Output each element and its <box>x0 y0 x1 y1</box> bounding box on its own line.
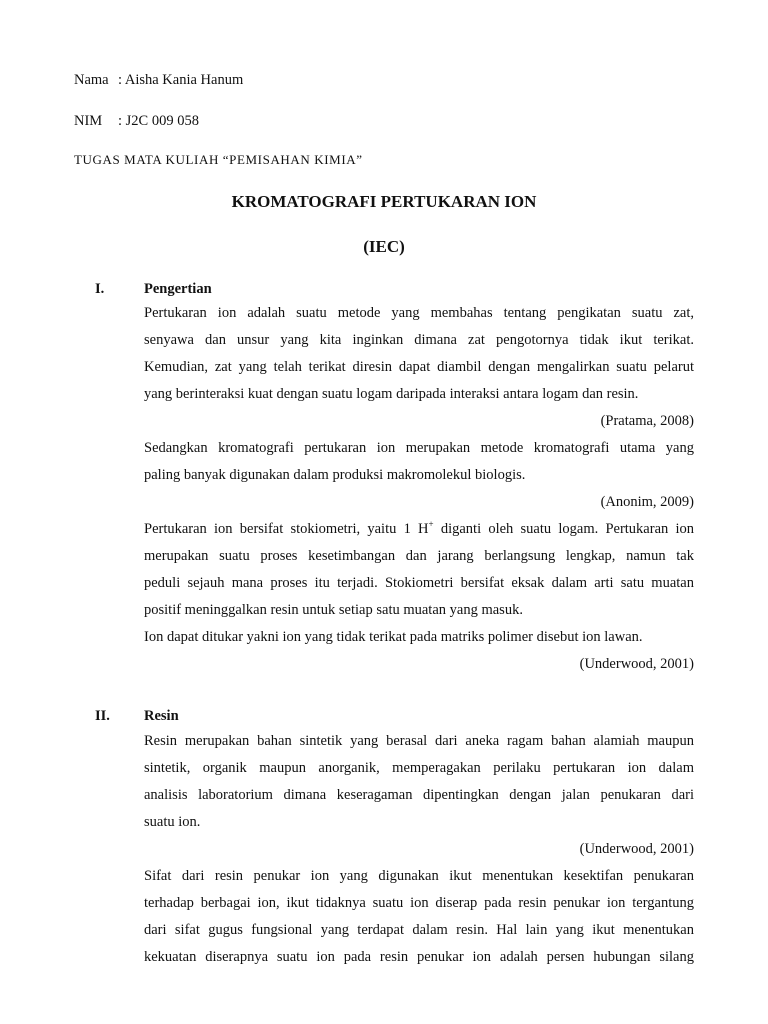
text-line: paling banyak digunakan dalam produksi makromolekul biologis. <box>144 467 526 483</box>
document-subtitle: (IEC) <box>363 237 405 256</box>
citation-anonim: (Anonim, 2009) <box>600 494 694 510</box>
section-1-number: I. <box>95 281 105 297</box>
section-1-heading: Pengertian <box>144 281 212 297</box>
nama-label: Nama <box>74 72 109 88</box>
nama-value: : Aisha Kania Hanum <box>118 72 244 88</box>
nim-value: : J2C 009 058 <box>118 113 199 129</box>
nim-label: NIM <box>74 113 103 129</box>
section-2-paragraph-2 <box>144 863 694 971</box>
citation-underwood-2: (Underwood, 2001) <box>579 841 694 857</box>
nim-line <box>74 113 199 130</box>
section-1-paragraph-3 <box>144 516 694 651</box>
section-1-paragraph-2 <box>144 435 694 489</box>
section-1-paragraph-1 <box>144 300 694 408</box>
superscript-plus: + <box>428 519 434 530</box>
text-line: suatu ion. <box>144 814 201 830</box>
section-2-heading: Resin <box>144 708 179 724</box>
text-line: Kemudian, zat yang telah terikat diresin dapat diambil dengan mengalirkan suatu pelarut <box>144 359 694 375</box>
nama-line <box>74 72 243 89</box>
text-line: senyawa dan unsur yang kita inginkan dimana zat pengotornya tidak ikut terikat. <box>144 332 694 348</box>
text-line: yang berinteraksi kuat dengan suatu logam daripada interaksi antara logam dan resin. <box>144 386 639 402</box>
text-line: terhadap berbagai ion, ikut tidaknya suatu ion diserap pada resin penukar ion tergantung <box>144 895 694 911</box>
text-line: Pertukaran ion adalah suatu metode yang membahas tentang pengikatan suatu zat, <box>144 305 694 321</box>
section-2-paragraph-1 <box>144 728 694 836</box>
text-line: positif meninggalkan resin untuk setiap satu muatan yang masuk. <box>144 602 523 618</box>
text-line <box>144 516 694 543</box>
text-line: dari sifat gugus fungsional yang terdapat dalam resin. Hal lain yang ikut menentukan <box>144 922 694 938</box>
citation-underwood-1: (Underwood, 2001) <box>579 656 694 672</box>
document-title: KROMATOGRAFI PERTUKARAN ION <box>231 192 537 211</box>
text-fragment: diganti oleh suatu logam. Pertukaran ion <box>433 521 695 537</box>
text-line: Resin merupakan bahan sintetik yang berasal dari aneka ragam bahan alamiah maupun <box>144 733 694 749</box>
text-line: analisis laboratorium dimana keseragaman dipentingkan dengan jalan penukaran dari <box>144 787 694 803</box>
text-line: sintetik, organik maupun anorganik, memperagakan perilaku pertukaran ion dalam <box>144 760 694 776</box>
text-line: merupakan suatu proses kesetimbangan dan jarang berlangsung lengkap, namun tak <box>144 548 694 564</box>
citation-pratama: (Pratama, 2008) <box>600 413 694 429</box>
course-title: TUGAS MATA KULIAH “PEMISAHAN KIMIA” <box>74 152 363 167</box>
text-line: peduli sejauh mana proses itu terjadi. Stokiometri bersifat eksak dalam arti satu muatan <box>144 575 694 591</box>
text-line: Sifat dari resin penukar ion yang digunakan ikut menentukan kesektifan penukaran <box>144 868 694 884</box>
text-line: kekuatan diserapnya suatu ion pada resin penukar ion adalah persen hubungan silang <box>144 949 694 965</box>
section-2-number: II. <box>95 708 110 724</box>
text-fragment: Pertukaran ion bersifat stokiometri, yaitu 1 H <box>144 521 429 537</box>
text-line: Ion dapat ditukar yakni ion yang tidak terikat pada matriks polimer disebut ion lawan. <box>144 629 643 645</box>
text-line: Sedangkan kromatografi pertukaran ion merupakan metode kromatografi utama yang <box>144 440 694 456</box>
